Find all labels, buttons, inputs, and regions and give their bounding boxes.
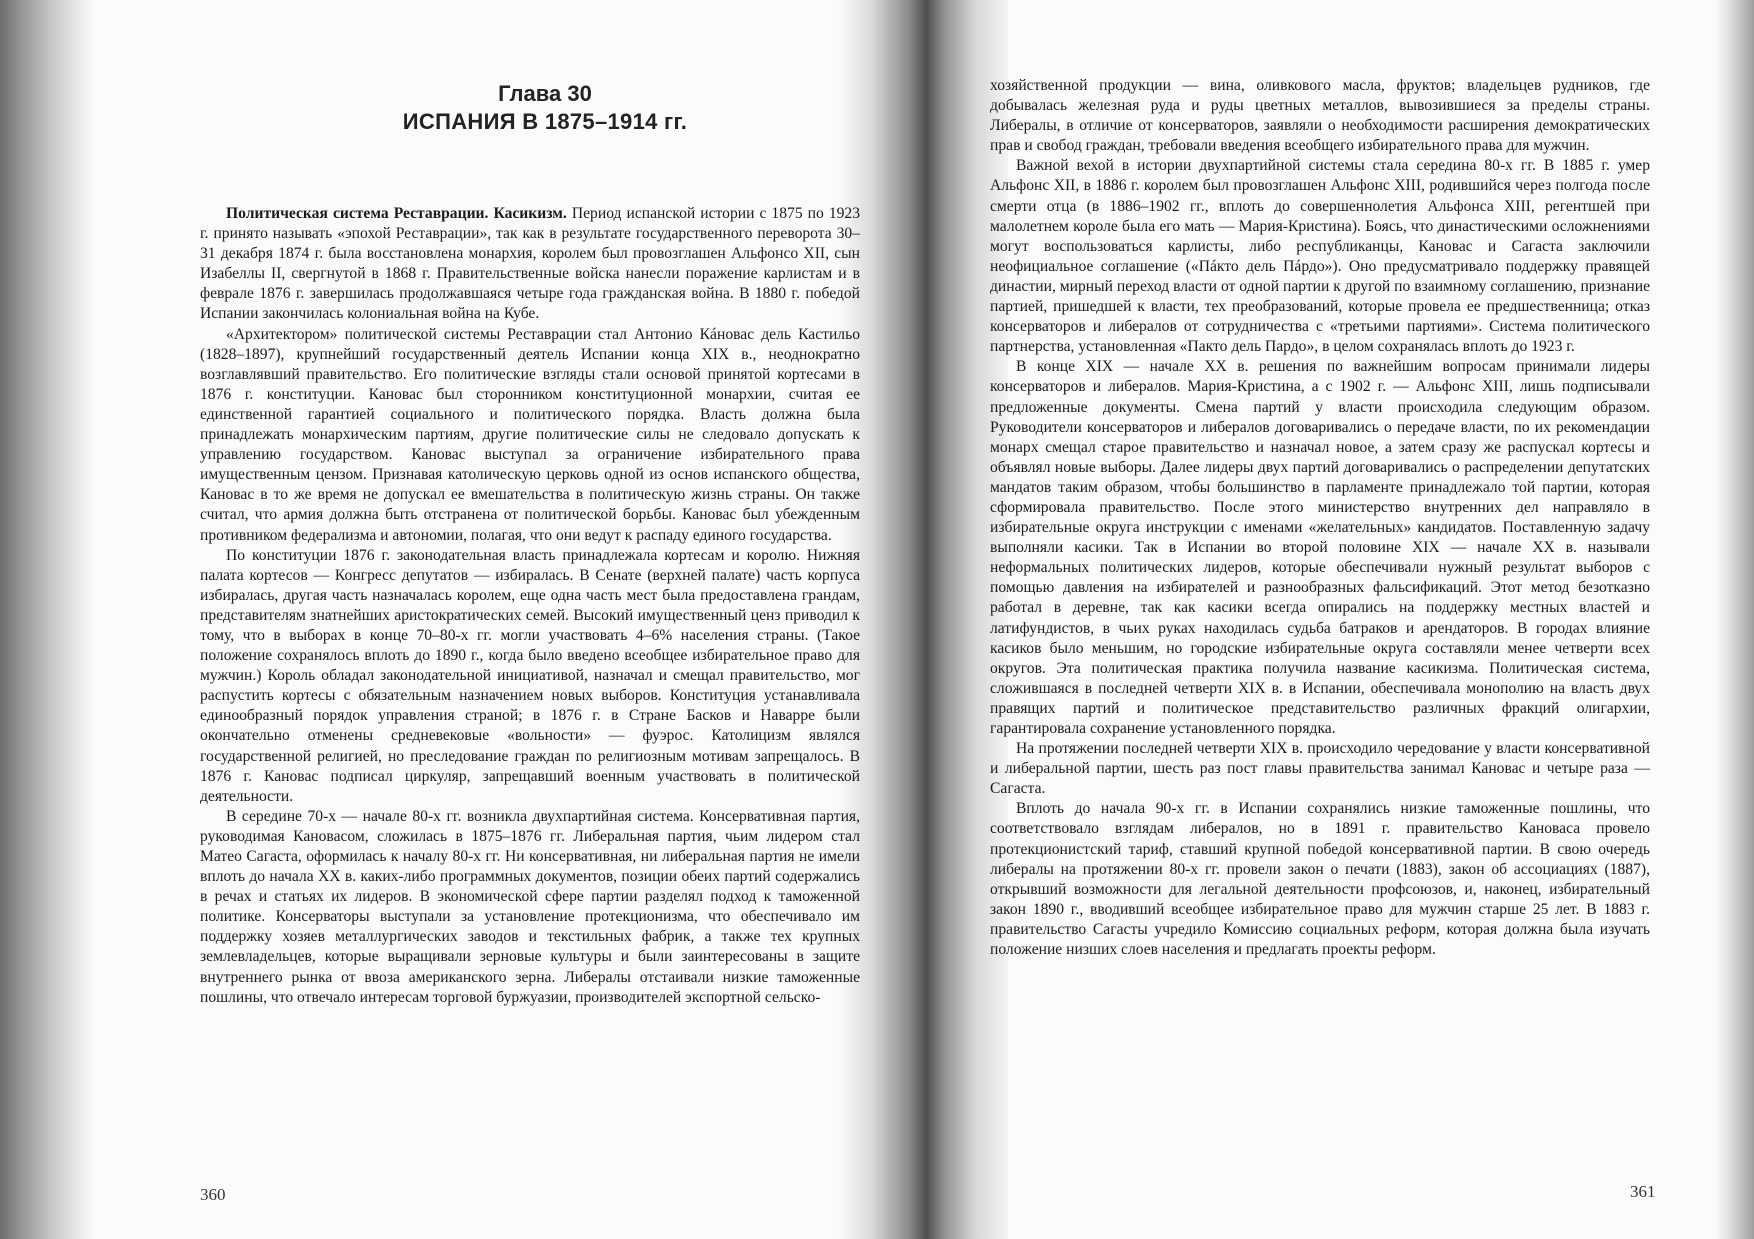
right-page-body	[990, 76, 1650, 960]
chapter-header	[230, 80, 860, 136]
paragraph: Вплоть до начала 90-х гг. в Испании сохранялись низкие таможенные пошлины, что соответствовало взглядам либералов, но в 1891 г. правительство Кановаса провело протекционистский тариф, ставший крупной победой консервативной партии. В свою очередь либералы на протяжении 80-х гг. провели закон о печати (1883), закон об ассоциациях (1887), открывший возможности для легальной деятельности профсоюзов, и, наконец, избирательный закон 1890 г., вводивший всеобщее избирательное право для мужчин старше 25 лет. В 1883 г. правительство Сагасты учредило Комиссию социальных реформ, которая должна была изучать положение низших слоев населения и предлагать проекты реформ.	[990, 800, 1650, 959]
paragraph: «Архитектором» политической системы Реставрации стал Антонио Кáновас дель Кастильо (1828–1897), крупнейший государственный деятель Испании конца XIX в., неоднократно возглавлявший правительство. Его политические взгляды стали основой принятой кортесами в 1876 г. конституции. Кановас был сторонником конституционной монархии, считая ее единственной гарантией социального и политического порядка. Власть должна была принадлежать монархическим партиям, другие политические силы не следовало допускать к управлению государством. Кановас выступал за ограничение избирательного права имущественным цензом. Признавая католическую церковь одной из основ испанского общества, Кановас в то же время не допускал ее вмешательства в политическую жизнь страны. Он также считал, что армия должна быть отстранена от политической борьбы. Кановас был убежденным противником федерализма и автономии, полагая, что они ведут к распаду единого государства.	[200, 325, 860, 544]
page-edge-shadow-right	[1715, 0, 1754, 1239]
paragraph: По конституции 1876 г. законодательная власть принадлежала кортесам и королю. Нижняя палата кортесов — Конгресс депутатов — избиралась. В Сенате (верхней палате) часть корпуса избиралась, другая часть назначалась королем, еще одна часть мест была предоставлена грандам, представителям знатнейших аристократических семей. Высокий имущественный ценз приводил к тому, что в выборах в конце 70–80-х гг. могли участвовать 4–6% населения страны. (Такое положение сохранялось вплоть до 1890 г., когда было введено всеобщее избирательное право для мужчин.) Король обладал законодательной инициативой, назначал и смещал правительство, мог распустить кортесы с обязательным назначением новых выборов. Конституция устанавливала единообразный порядок управления страной; в 1876 г. в Стране Басков и Наварре были окончательно отменены средневековые «вольности» — фуэрос. Католицизм являлся государственной религией, но преследование граждан по религиозным мотивам запрещалось. В 1876 г. Кановас подписал циркуляр, запрещавший военным участвовать в политической деятельности.	[200, 546, 860, 805]
paragraph-continued: хозяйственной продукции — вина, оливкового масла, фруктов; владельцев рудников, где добывалась железная руда и руды цветных металлов, вывозившиеся за пределы страны. Либералы, в отличие от консерваторов, заявляли о необходимости расширения демократических прав и свобод граждан, требовали введения всеобщего избирательного права для мужчин.	[990, 77, 1650, 155]
paragraph: В конце XIX — начале XX в. решения по важнейшим вопросам принимали лидеры консерваторов и либералов. Мария-Кристина, а с 1902 г. — Альфонс XIII, лишь подписывали предложенные документы. Смена партий у власти происходила следующим образом. Руководители консерваторов и либералов договаривались о передаче власти, по их рекомендации монарх смещал старое правительство и назначал новое, а затем сразу же распускал кортесы и объявлял новые выборы. Далее лидеры двух партий договаривались о распределении депутатских мандатов таким образом, чтобы большинство в парламенте принадлежало той партии, которая сформировала правительство. После этого министерство внутренних дел направляло в избирательные округа инструкции с именами «желательных» кандидатов. Поставленную задачу выполняли касики. Так в Испании во второй половине XIX — начале XX в. называли неформальных политических лидеров, которые обеспечивали нужный результат выборов с помощью давления на избирателей и разнообразных фальсификаций. Этот метод безотказно работал в деревне, так как касики всегда опирались на поддержку местных властей и латифундистов, в чьих руках находилась судьба батраков и арендаторов. В городах влияние касиков было меньшим, но городские избирательные округа составляли менее четверти всех округов. Эта политическая практика получила название касикизма. Политическая система, сложившаяся в последней четверти XIX в. в Испании, обеспечивала монополию на власть двух правящих партий и политическое представительство различных фракций олигархии, гарантировала сохранение установленного порядка.	[990, 358, 1650, 737]
left-page	[200, 80, 860, 1008]
section-heading: Политическая система Реставрации. Касикизм.	[226, 205, 567, 222]
chapter-title: ИСПАНИЯ В 1875–1914 гг.	[402, 109, 688, 134]
book-gutter-shadow	[838, 0, 1008, 1239]
chapter-number: Глава 30	[498, 81, 592, 106]
paragraph: В середине 70-х — начале 80-х гг. возникла двухпартийная система. Консервативная партия, руководимая Кановасом, сложилась в 1875–1876 гг. Либеральная партия, чьим лидером стал Матео Сагаста, оформилась к началу 80-х гг. Ни консервативная, ни либеральная партия не имели вплоть до начала XX в. каких-либо программных документов, позиции обеих партий содержались в речах и статьях их лидеров. В экономической сфере партии разделял подход к таможенной политике. Консерваторы выступали за установление протекционизма, что обеспечивало им поддержку хозяев металлургических заводов и текстильных фабрик, а также тех крупных землевладельцев, которые выращивали зерновые культуры и были заинтересованы в защите внутреннего рынка от ввоза американского зерна. Либералы отстаивали низкие таможенные пошлины, что отвечало интересам торговой буржуазии, производителей экспортной сельско-	[200, 807, 860, 1006]
paragraph-text: Период испанской истории с 1875 по 1923 г. принято называть «эпохой Реставрации», так как в результате государственного переворота 30–31 декабря 1874 г. была восстановлена монархия, королем был провозглашен Альфонсо XII, сын Изабеллы II, свергнутой в 1868 г. Правительственные войска нанесли поражение карлистам и в феврале 1876 г. завершилась продолжавшаяся четыре года гражданская война. В 1880 г. победой Испании закончилась колониальная война на Кубе.	[200, 205, 861, 323]
paragraph	[200, 204, 860, 325]
page-number-left: 360	[200, 1185, 226, 1204]
page-edge-shadow-left	[0, 0, 95, 1239]
right-page	[990, 76, 1650, 960]
left-page-body	[200, 204, 860, 1008]
paragraph: Важной вехой в истории двухпартийной системы стала середина 80-х гг. В 1885 г. умер Альфонс XII, в 1886 г. королем был провозглашен Альфонс XIII, родившийся через полгода после смерти отца (в 1886–1902 гг., вплоть до совершеннолетия Альфонса XIII, регентшей при малолетнем короле была его мать — Мария-Кристина). Боясь, что династическими осложнениями могут воспользоваться карлисты, либо республиканцы, Кановас и Сагаста заключили неофициальное соглашение («Пáкто дель Пáрдо»). Оно предусматривало поддержку правящей династии, мирный переход власти от одной партии к другой по взаимному соглашению, признание партией, пришедшей к власти, тех преобразований, которые провела ее предшественница; отказ консерваторов и либералов от сотрудничества с «третьими партиями». Система политического партнерства, установленная «Пакто дель Пардо», в целом сохранялась вплоть до 1923 г.	[990, 157, 1650, 356]
paragraph: На протяжении последней четверти XIX в. происходило чередование у власти консервативной и либеральной партии, шесть раз пост главы правительства занимал Кановас и четыре раза — Сагаста.	[990, 740, 1650, 798]
page-number-right: 361	[1630, 1182, 1656, 1201]
